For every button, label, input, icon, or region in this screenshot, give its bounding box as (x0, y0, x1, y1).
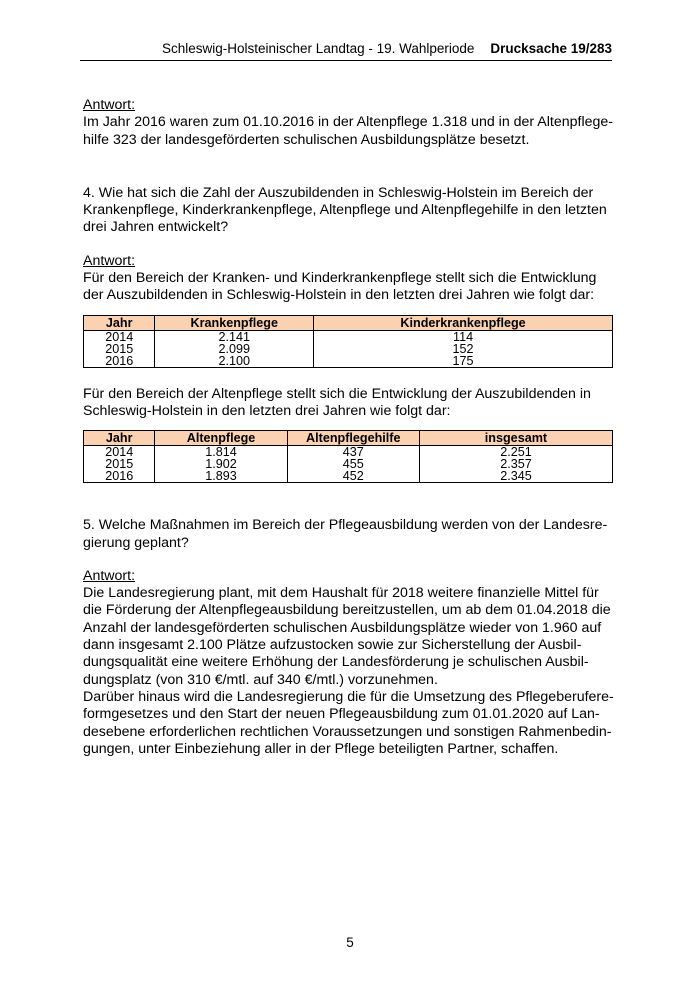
table-header-row (84, 431, 613, 446)
header-title: Schleswig-Holsteinischer Landtag - 19. Wahlperiode (162, 41, 475, 56)
column-header: Jahr (84, 315, 155, 330)
table-cell: 2.357 (419, 458, 612, 470)
text-line: Für den Bereich der Kranken- und Kinderkrankenpflege stellt sich die Entwicklung (83, 270, 597, 287)
text-line: dungsqualität eine weitere Erhöhung der Landesförderung je schulischen Ausbil- (83, 654, 589, 671)
text-line: desebene erforderlichen rechtlichen Voraussetzungen und sonstigen Rahmenbedin- (83, 723, 612, 740)
table-cell: 2015 (84, 458, 155, 470)
table-row (84, 470, 613, 483)
table-cell: 2015 (84, 343, 155, 355)
table-cell: 455 (287, 458, 419, 470)
text-line: Darüber hinaus wird die Landesregierung die für die Umsetzung des Pflegeberufere- (83, 688, 614, 705)
table-cell: 2.251 (419, 446, 612, 459)
table-cell: 2014 (84, 330, 155, 343)
table-row (84, 343, 613, 355)
document-body (83, 97, 615, 758)
table-cell: 175 (314, 355, 613, 368)
table-cell: 2.100 (155, 355, 314, 368)
question-line: 4. Wie hat sich die Zahl der Auszubildenden in Schleswig-Holstein im Bereich der (83, 184, 594, 201)
text-line: dann insgesamt 2.100 Plätze aufzustocken sowie zur Sicherstellung der Ausbil- (83, 637, 582, 654)
text-line: die Förderung der Altenpflegeausbildung bereitzustellen, um ab dem 01.04.2018 die (83, 602, 611, 619)
table-cell: 2014 (84, 446, 155, 459)
table-cell: 114 (314, 330, 613, 343)
table-cell: 2.141 (155, 330, 314, 343)
table-cell: 452 (287, 470, 419, 483)
page-header (80, 38, 612, 61)
table-row (84, 355, 613, 368)
table-row (84, 330, 613, 343)
text-line: Die Landesregierung plant, mit dem Haushalt für 2018 weitere finanzielle Mittel für (83, 585, 599, 602)
text-line: hilfe 323 der landesgeförderten schulischen Ausbildungsplätze besetzt. (83, 131, 530, 148)
text-line: der Auszubildenden in Schleswig-Holstein in den letzten drei Jahren wie folgt dar: (83, 287, 595, 304)
drucksache-number: Drucksache 19/283 (490, 41, 612, 56)
table-header-row (84, 315, 613, 330)
question-line: drei Jahren entwickelt? (83, 219, 229, 236)
text-line: Für den Bereich der Altenpflege stellt sich die Entwicklung der Auszubildenden in (83, 385, 591, 402)
answer-label: Antwort: (83, 97, 136, 113)
column-header: Altenpflegehilfe (287, 431, 419, 446)
text-line: Anzahl der landesgeförderten schulischen Ausbildungsplätze wieder von 1.960 auf (83, 619, 602, 636)
text-line: Schleswig-Holstein in den letzten drei Jahren wie folgt dar: (83, 402, 451, 419)
text-line: dungsplatz (von 310 €/mtl. auf 340 €/mtl.) vorzunehmen. (83, 671, 438, 688)
table-altenpflege (83, 430, 613, 483)
column-header: Kinderkrankenpflege (314, 315, 613, 330)
table-cell: 2016 (84, 355, 155, 368)
table-cell: 1.814 (155, 446, 287, 459)
column-header: Krankenpflege (155, 315, 314, 330)
question-line: Krankenpflege, Kinderkrankenpflege, Altenpflege und Altenpflegehilfe in den letzten (83, 202, 607, 219)
question-line: gierung geplant? (83, 534, 189, 551)
text-line: gungen, unter Einbeziehung aller in der Pflege beteiligten Partner, schaffen. (83, 740, 559, 757)
table-cell: 1.893 (155, 470, 287, 483)
table-cell: 2016 (84, 470, 155, 483)
question-line: 5. Welche Maßnahmen im Bereich der Pflegeausbildung werden von der Landesre- (83, 517, 608, 534)
table-cell: 2.345 (419, 470, 612, 483)
column-header: Jahr (84, 431, 155, 446)
table-cell: 437 (287, 446, 419, 459)
column-header: Altenpflege (155, 431, 287, 446)
answer-label: Antwort: (83, 567, 136, 584)
table-cell: 152 (314, 343, 613, 355)
table-krankenpflege (83, 315, 613, 368)
answer-label: Antwort: (83, 252, 136, 269)
table-cell: 1.902 (155, 458, 287, 470)
page-number: 5 (346, 935, 354, 950)
text-line: formgesetzes und den Start der neuen Pflegeausbildung zum 01.01.2020 auf Lan- (83, 706, 600, 723)
text-line: Im Jahr 2016 waren zum 01.10.2016 in der Altenpflege 1.318 und in der Altenpflege- (83, 114, 614, 131)
column-header: insgesamt (419, 431, 612, 446)
table-cell: 2.099 (155, 343, 314, 355)
